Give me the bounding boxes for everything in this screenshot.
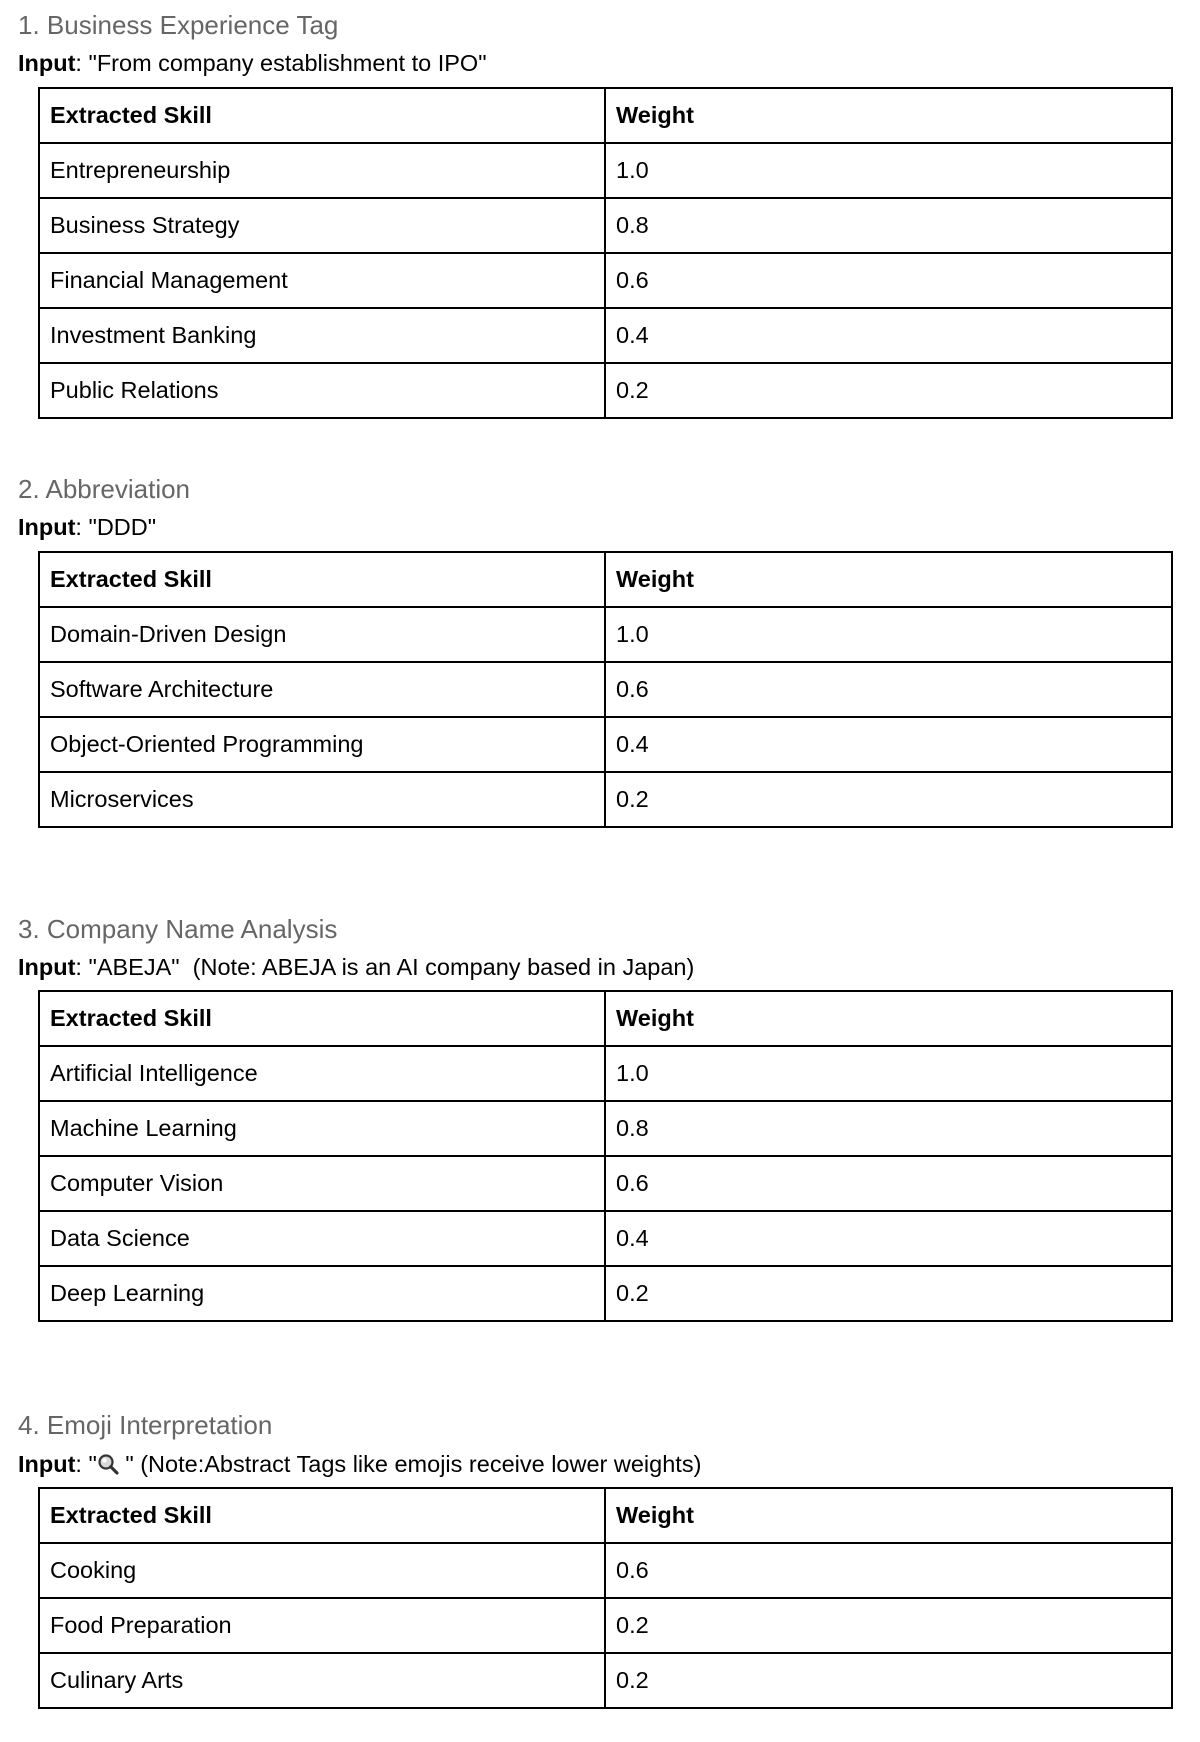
table-row bbox=[39, 253, 1172, 308]
column-header-weight: Weight bbox=[605, 991, 1172, 1046]
skill-table bbox=[38, 87, 1173, 419]
weight-cell: 0.2 bbox=[605, 1266, 1172, 1321]
weight-cell: 1.0 bbox=[605, 1046, 1172, 1101]
column-header-weight: Weight bbox=[605, 552, 1172, 607]
column-header-weight: Weight bbox=[605, 88, 1172, 143]
table-row bbox=[39, 143, 1172, 198]
table-row bbox=[39, 717, 1172, 772]
table-row bbox=[39, 363, 1172, 418]
weight-cell: 0.4 bbox=[605, 717, 1172, 772]
input-line bbox=[18, 52, 487, 76]
weight-cell: 0.6 bbox=[605, 253, 1172, 308]
table-header-row bbox=[39, 552, 1172, 607]
skill-cell: Data Science bbox=[39, 1211, 605, 1266]
weight-cell: 0.6 bbox=[605, 1156, 1172, 1211]
input-line bbox=[18, 1453, 701, 1477]
magnifying-glass-icon bbox=[97, 1453, 119, 1475]
weight-cell: 0.2 bbox=[605, 772, 1172, 827]
skill-cell: Culinary Arts bbox=[39, 1653, 605, 1708]
weight-cell: 1.0 bbox=[605, 607, 1172, 662]
table-row bbox=[39, 308, 1172, 363]
skill-cell: Object-Oriented Programming bbox=[39, 717, 605, 772]
skill-cell: Artificial Intelligence bbox=[39, 1046, 605, 1101]
skill-table bbox=[38, 990, 1173, 1322]
weight-cell: 0.4 bbox=[605, 1211, 1172, 1266]
skill-cell: Deep Learning bbox=[39, 1266, 605, 1321]
input-text: : "ABEJA" (Note: ABEJA is an AI company based in Japan) bbox=[75, 954, 695, 980]
input-label: Input bbox=[18, 1451, 76, 1477]
table-row bbox=[39, 1266, 1172, 1321]
table-row bbox=[39, 1101, 1172, 1156]
skill-cell: Entrepreneurship bbox=[39, 143, 605, 198]
skill-cell: Microservices bbox=[39, 772, 605, 827]
table-row bbox=[39, 1543, 1172, 1598]
weight-cell: 0.2 bbox=[605, 363, 1172, 418]
table-header-row bbox=[39, 1488, 1172, 1543]
input-label: Input bbox=[18, 50, 76, 76]
table-row bbox=[39, 198, 1172, 253]
weight-cell: 0.8 bbox=[605, 198, 1172, 253]
section-heading: 4. Emoji Interpretation bbox=[18, 1410, 273, 1440]
skill-cell: Machine Learning bbox=[39, 1101, 605, 1156]
column-header-skill: Extracted Skill bbox=[39, 552, 605, 607]
skill-cell: Food Preparation bbox=[39, 1598, 605, 1653]
table-header-row bbox=[39, 88, 1172, 143]
input-label: Input bbox=[18, 954, 76, 980]
weight-cell: 0.6 bbox=[605, 662, 1172, 717]
input-prefix: : " bbox=[75, 1451, 97, 1477]
skill-table bbox=[38, 551, 1173, 828]
skill-cell: Software Architecture bbox=[39, 662, 605, 717]
input-text: : "DDD" bbox=[75, 514, 157, 540]
input-suffix: " (Note:Abstract Tags like emojis receive lower weights) bbox=[118, 1451, 702, 1477]
skill-cell: Cooking bbox=[39, 1543, 605, 1598]
weight-cell: 0.8 bbox=[605, 1101, 1172, 1156]
weight-cell: 0.6 bbox=[605, 1543, 1172, 1598]
section-heading: 1. Business Experience Tag bbox=[18, 10, 339, 40]
table-header-row bbox=[39, 991, 1172, 1046]
table-row bbox=[39, 1156, 1172, 1211]
column-header-skill: Extracted Skill bbox=[39, 991, 605, 1046]
weight-cell: 1.0 bbox=[605, 143, 1172, 198]
weight-cell: 0.2 bbox=[605, 1653, 1172, 1708]
skill-cell: Domain-Driven Design bbox=[39, 607, 605, 662]
weight-cell: 0.4 bbox=[605, 308, 1172, 363]
section-heading: 3. Company Name Analysis bbox=[18, 914, 338, 944]
column-header-skill: Extracted Skill bbox=[39, 88, 605, 143]
section-heading: 2. Abbreviation bbox=[18, 474, 191, 504]
table-row bbox=[39, 607, 1172, 662]
skill-cell: Computer Vision bbox=[39, 1156, 605, 1211]
column-header-skill: Extracted Skill bbox=[39, 1488, 605, 1543]
weight-cell: 0.2 bbox=[605, 1598, 1172, 1653]
table-row bbox=[39, 1046, 1172, 1101]
skill-cell: Investment Banking bbox=[39, 308, 605, 363]
input-label: Input bbox=[18, 514, 76, 540]
skill-cell: Business Strategy bbox=[39, 198, 605, 253]
skill-table bbox=[38, 1487, 1173, 1709]
table-row bbox=[39, 1598, 1172, 1653]
table-row bbox=[39, 662, 1172, 717]
input-line bbox=[18, 516, 156, 540]
skill-cell: Public Relations bbox=[39, 363, 605, 418]
input-text: : "From company establishment to IPO" bbox=[75, 50, 487, 76]
table-row bbox=[39, 1211, 1172, 1266]
skill-cell: Financial Management bbox=[39, 253, 605, 308]
table-row bbox=[39, 1653, 1172, 1708]
table-row bbox=[39, 772, 1172, 827]
column-header-weight: Weight bbox=[605, 1488, 1172, 1543]
input-line bbox=[18, 956, 694, 980]
